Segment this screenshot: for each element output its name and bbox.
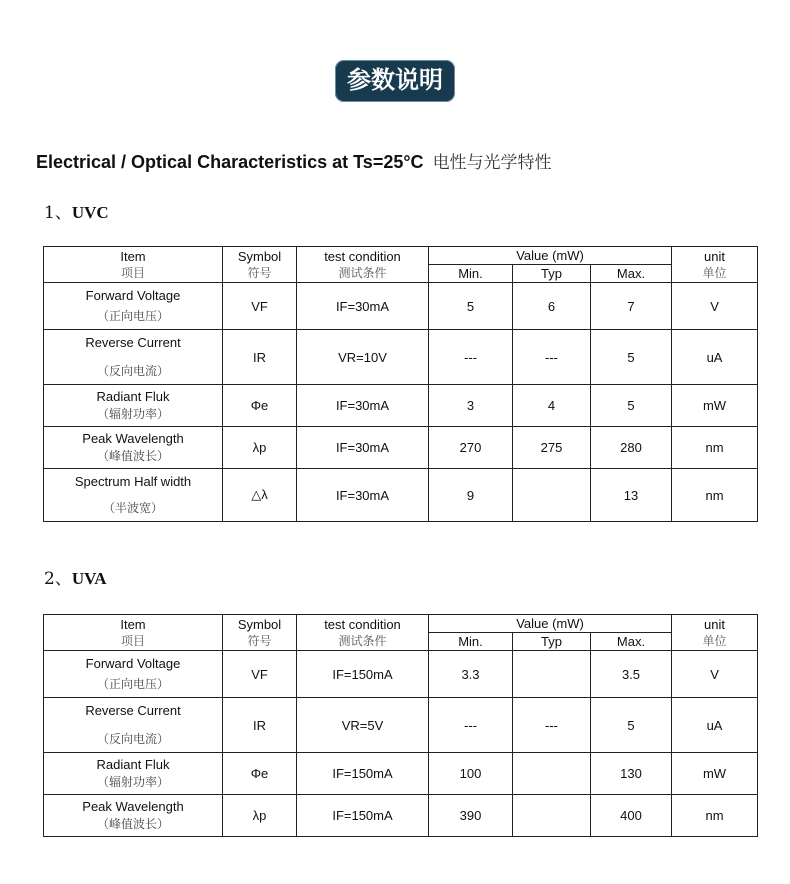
title-badge-wrap [0, 60, 790, 102]
header-value: Value (mW) [429, 247, 672, 265]
table-row [44, 651, 758, 698]
row-unit: uA [672, 698, 758, 753]
table-row [44, 795, 758, 837]
row-min: 100 [429, 753, 513, 795]
row-condition: IF=30mA [297, 469, 429, 522]
header-typ: Typ [513, 265, 591, 283]
row-max: 5 [591, 385, 672, 427]
row-max: 400 [591, 795, 672, 837]
uvc-spec-table [43, 246, 758, 522]
row-typ: 6 [513, 283, 591, 330]
row-max: 13 [591, 469, 672, 522]
row-typ: --- [513, 698, 591, 753]
header-unit: unit 单位 [672, 247, 758, 283]
row-symbol: Φe [223, 753, 297, 795]
row-item: Forward Voltage （正向电压） [44, 651, 223, 698]
row-item: Radiant Fluk （辐射功率） [44, 385, 223, 427]
row-item: Radiant Fluk （辐射功率） [44, 753, 223, 795]
row-typ: --- [513, 330, 591, 385]
row-condition: IF=30mA [297, 385, 429, 427]
row-max: 5 [591, 698, 672, 753]
row-symbol: VF [223, 283, 297, 330]
row-condition: IF=30mA [297, 283, 429, 330]
row-min: 3 [429, 385, 513, 427]
table-row [44, 753, 758, 795]
title-badge: 参数说明 [335, 60, 455, 102]
row-symbol: λp [223, 795, 297, 837]
row-condition: IF=30mA [297, 427, 429, 469]
uva-spec-table [43, 614, 758, 837]
row-item: Spectrum Half width （半波宽） [44, 469, 223, 522]
header-typ: Typ [513, 633, 591, 651]
row-typ: 275 [513, 427, 591, 469]
row-max: 7 [591, 283, 672, 330]
row-max: 130 [591, 753, 672, 795]
row-symbol: VF [223, 651, 297, 698]
row-symbol: λp [223, 427, 297, 469]
row-item: Forward Voltage （正向电压） [44, 283, 223, 330]
row-symbol: IR [223, 698, 297, 753]
row-min: 3.3 [429, 651, 513, 698]
header-min: Min. [429, 265, 513, 283]
table-row [44, 698, 758, 753]
row-condition: IF=150mA [297, 753, 429, 795]
header-unit: unit 单位 [672, 615, 758, 651]
row-unit: V [672, 651, 758, 698]
section-name: UVC [71, 203, 109, 222]
header-symbol: Symbol 符号 [223, 247, 297, 283]
row-item: Reverse Current （反向电流） [44, 330, 223, 385]
row-min: 5 [429, 283, 513, 330]
row-condition: VR=5V [297, 698, 429, 753]
row-item: Peak Wavelength （峰值波长） [44, 795, 223, 837]
row-item: Peak Wavelength （峰值波长） [44, 427, 223, 469]
row-unit: nm [672, 795, 758, 837]
section-number: 1、 [44, 203, 72, 223]
table-header-row [44, 247, 758, 265]
row-symbol: IR [223, 330, 297, 385]
header-item: Item 项目 [44, 247, 223, 283]
heading-cn: 电性与光学特性 [432, 153, 552, 173]
table-row [44, 427, 758, 469]
row-unit: mW [672, 753, 758, 795]
header-value: Value (mW) [429, 615, 672, 633]
header-test-condition: test condition 测试条件 [297, 615, 429, 651]
table-row [44, 385, 758, 427]
row-min: --- [429, 698, 513, 753]
row-symbol: △λ [223, 469, 297, 522]
header-test-condition: test condition 测试条件 [297, 247, 429, 283]
row-typ [513, 795, 591, 837]
row-min: 270 [429, 427, 513, 469]
row-min: --- [429, 330, 513, 385]
header-max: Max. [591, 633, 672, 651]
row-unit: nm [672, 469, 758, 522]
row-unit: V [672, 283, 758, 330]
header-min: Min. [429, 633, 513, 651]
heading-en: Electrical / Optical Characteristics at Ts=25°C [36, 152, 424, 172]
row-max: 3.5 [591, 651, 672, 698]
row-unit: nm [672, 427, 758, 469]
row-condition: IF=150mA [297, 795, 429, 837]
row-typ: 4 [513, 385, 591, 427]
row-condition: IF=150mA [297, 651, 429, 698]
section-label-uvc [44, 198, 109, 223]
table-row [44, 330, 758, 385]
row-min: 9 [429, 469, 513, 522]
section-number: 2、 [44, 569, 72, 589]
row-typ [513, 469, 591, 522]
row-max: 5 [591, 330, 672, 385]
table-row [44, 283, 758, 330]
row-item: Reverse Current （反向电流） [44, 698, 223, 753]
row-typ [513, 753, 591, 795]
row-typ [513, 651, 591, 698]
row-min: 390 [429, 795, 513, 837]
row-unit: mW [672, 385, 758, 427]
row-condition: VR=10V [297, 330, 429, 385]
row-unit: uA [672, 330, 758, 385]
header-item: Item 项目 [44, 615, 223, 651]
header-max: Max. [591, 265, 672, 283]
page-heading [36, 148, 552, 173]
section-name: UVA [71, 569, 107, 588]
row-symbol: Φe [223, 385, 297, 427]
table-row [44, 469, 758, 522]
header-symbol: Symbol 符号 [223, 615, 297, 651]
row-max: 280 [591, 427, 672, 469]
section-label-uva [44, 564, 106, 589]
table-header-row [44, 615, 758, 633]
